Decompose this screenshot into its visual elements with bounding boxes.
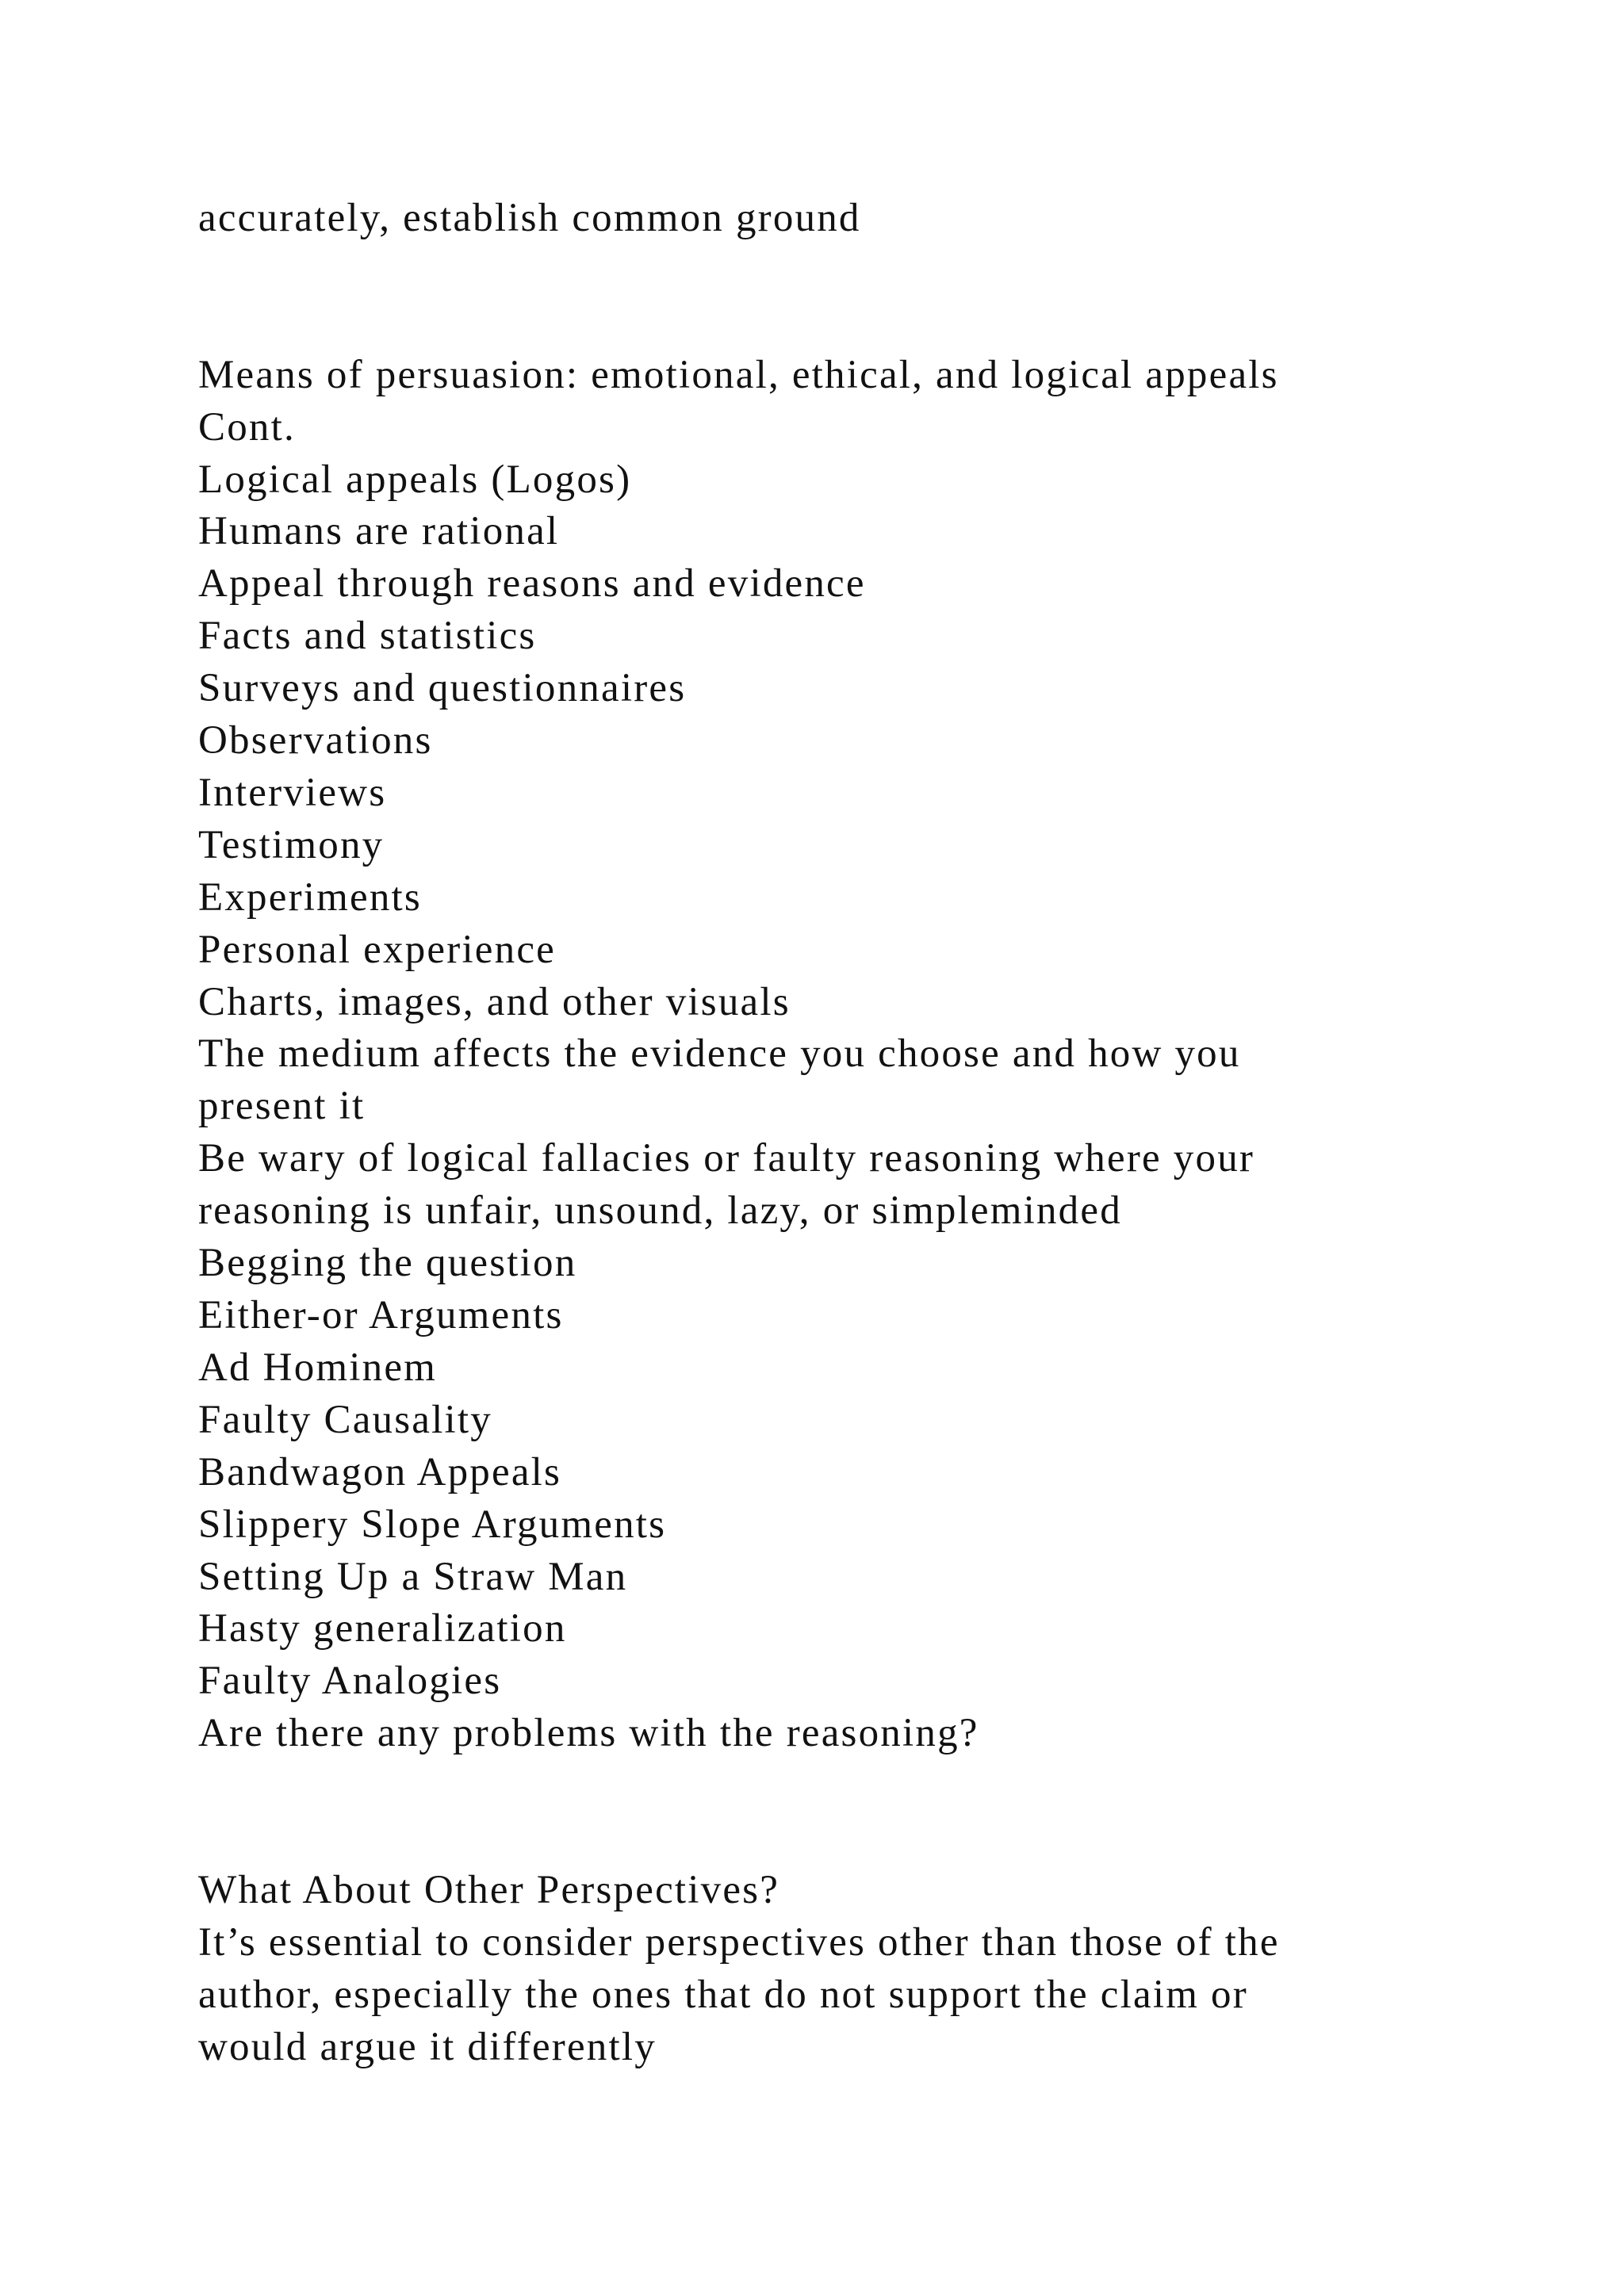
text-line: Humans are rational: [198, 509, 560, 554]
document-text: [198, 193, 1435, 2074]
text-line: Either-or Arguments: [198, 1293, 564, 1337]
text-line: Observations: [198, 718, 433, 763]
blank-line: [198, 1760, 1435, 1812]
text-line: Appeal through reasons and evidence: [198, 561, 866, 607]
text-line: Bandwagon Appeals: [198, 1449, 562, 1494]
text-line: Facts and statistics: [198, 614, 537, 659]
text-line: Faulty Causality: [198, 1397, 492, 1442]
text-line: accurately, establish common ground: [198, 196, 861, 240]
text-line: Surveys and questionnaires: [198, 666, 687, 711]
text-line: present it: [198, 1084, 366, 1129]
text-line: The medium affects the evidence you choose and how you: [198, 1031, 1241, 1077]
text-line: Begging the question: [198, 1241, 577, 1286]
section-heading: Means of persuasion: emotional, ethical, and logical appeals: [198, 352, 1279, 397]
text-line: Be wary of logical fallacies or faulty reasoning where your: [198, 1136, 1255, 1181]
text-line: Experiments: [198, 874, 422, 920]
text-line: Interviews: [198, 770, 387, 815]
text-line: Hasty generalization: [198, 1606, 567, 1651]
text-line: Testimony: [198, 822, 385, 867]
text-line: author, especially the ones that do not support the claim or: [198, 1972, 1248, 2017]
text-line: Slippery Slope Arguments: [198, 1502, 667, 1547]
text-line: Logical appeals (Logos): [198, 457, 632, 502]
text-line: Personal experience: [198, 927, 557, 972]
text-line: would argue it differently: [198, 2024, 657, 2069]
text-line: Are there any problems with the reasoning?: [198, 1711, 979, 1756]
text-line: Ad Hominem: [198, 1345, 438, 1390]
text-line: Charts, images, and other visuals: [198, 979, 791, 1024]
text-line: Faulty Analogies: [198, 1659, 502, 1704]
text-line: reasoning is unfair, unsound, lazy, or simpleminded: [198, 1188, 1122, 1234]
section-heading: What About Other Perspectives?: [198, 1867, 780, 1912]
blank-line: [198, 245, 1435, 297]
text-line: Setting Up a Straw Man: [198, 1554, 628, 1599]
text-line: It’s essential to consider perspectives other than those of the: [198, 1919, 1280, 1965]
text-line: Cont.: [198, 404, 296, 450]
blank-line: [198, 1812, 1435, 1865]
blank-line: [198, 297, 1435, 350]
